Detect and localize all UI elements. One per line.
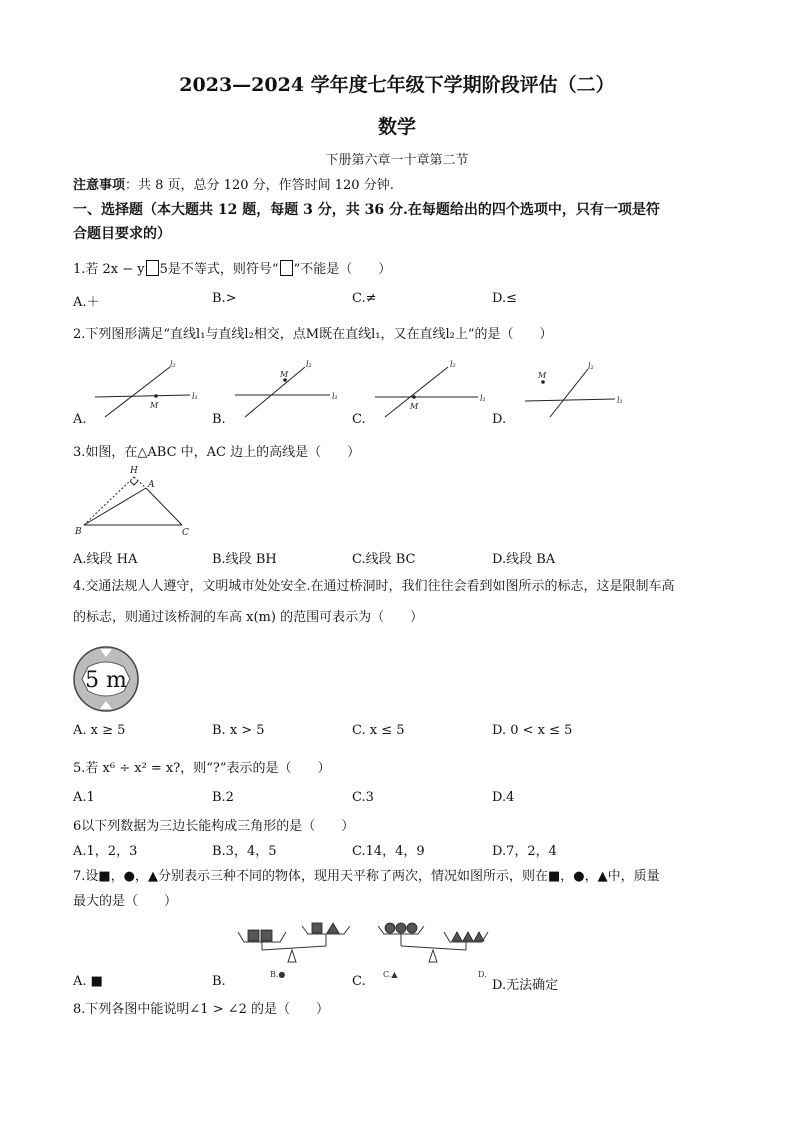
q5-option-c: C.3 — [352, 790, 374, 805]
question-1-stem — [73, 258, 391, 277]
q5-option-b: B.2 — [212, 790, 234, 805]
fig-d-label-l1: l₁ — [617, 396, 623, 405]
question-7-line2: 最大的是（ ） — [73, 894, 178, 909]
exam-title: 2023—2024 学年度七年级下学期阶段评估（二） — [179, 74, 615, 96]
circle-weight — [407, 923, 417, 933]
q2-label-a: A. — [73, 412, 87, 427]
q1-option-c: C.≠ — [352, 291, 377, 306]
fig-c-point-m — [412, 395, 416, 399]
question-4-line2: 的标志，则通过该桥洞的车高 x(m) 的范围可表示为（ ） — [73, 610, 424, 625]
fig-d-label-m: M — [538, 371, 547, 380]
question-7-line1: 7.设■，●，▲分别表示三种不同的物体，现用天平称了两次，情况如图所示，则在■，●，▲中，质量 — [73, 869, 660, 884]
q1-option-a: A.＋ — [73, 295, 100, 310]
question-2-stem: 2.下列图形满足“直线l₁与直线l₂相交，点M既在直线l₁，又在直线l₂上”的是（ ） — [73, 327, 553, 342]
q3-option-b: B.线段 BH — [212, 552, 277, 567]
balance-1-right-pan — [302, 926, 350, 934]
segment-ba — [84, 488, 146, 525]
question-5-stem: 5.若 x⁶ ÷ x² = x?，则“?”表示的是（ ） — [73, 761, 331, 776]
fig-a-label-l2: l₂ — [170, 360, 176, 369]
q6-option-d: D.7，2，4 — [492, 844, 557, 859]
circle-weight — [396, 923, 406, 933]
q6-option-a: A.1，2，3 — [73, 844, 138, 859]
q7-option-d: D.无法确定 — [492, 978, 559, 993]
fig-a-line-l1 — [95, 395, 190, 397]
q7-option-a: A. ■ — [73, 974, 103, 989]
height-limit-sign — [72, 645, 140, 713]
blank-box — [146, 260, 159, 276]
label-h: H — [130, 466, 138, 476]
q5-option-a: A.1 — [73, 790, 95, 805]
fig-b-label-m: M — [280, 370, 289, 379]
triangle-weight — [474, 932, 484, 941]
exam-subject: 数学 — [377, 116, 416, 138]
fig-a-label-m: M — [150, 401, 159, 410]
segment-ac — [146, 488, 182, 525]
fig-b-label-l2: l₂ — [306, 360, 312, 369]
square-weight — [312, 923, 322, 933]
fig-b-label-l1: l₁ — [332, 392, 338, 401]
q3-option-d: D.线段 BA — [492, 552, 556, 567]
q6-option-b: B.3，4，5 — [212, 844, 277, 859]
sign-text: 5 m — [85, 668, 127, 693]
note-label: 注意事项 — [73, 178, 126, 193]
fig-d-label-l2: l₂ — [588, 362, 594, 371]
q7-small-label-b: B.● — [270, 970, 286, 979]
balance-1-beam — [262, 946, 326, 950]
q1-stem-post: 5是不等式，则符号“ — [159, 262, 279, 277]
q3-triangle-figure — [70, 460, 200, 540]
circle-weight — [385, 923, 395, 933]
q7-small-label-c: C.▲ — [383, 970, 398, 979]
exam-notes — [73, 174, 394, 193]
q4-option-a: A. x ≥ 5 — [73, 723, 126, 738]
q7-option-b: B. — [212, 974, 226, 989]
triangle-weight — [452, 932, 462, 941]
balance-1-pivot — [288, 950, 296, 962]
fig-c-label-l1: l₁ — [480, 394, 486, 403]
balance-2-beam — [401, 946, 466, 950]
fig-d-line-l2 — [550, 369, 588, 417]
fig-a-line-l2 — [105, 367, 170, 417]
q1-option-b: B.> — [212, 291, 237, 306]
fig-a-point-m — [154, 394, 158, 398]
q3-option-c: C.线段 BC — [352, 552, 416, 567]
label-b: B — [75, 527, 82, 537]
fig-c-label-m: M — [410, 402, 419, 411]
q6-option-c: C.14，4，9 — [352, 844, 425, 859]
q2-label-b: B. — [212, 412, 226, 427]
square-weight — [248, 930, 259, 941]
question-4-line1: 4.交通法规人人遵守，文明城市处处安全.在通过桥洞时，我们往往会看到如图所示的标志，这是限制车高 — [73, 579, 675, 594]
section-1-heading-line1: 一、选择题（本大题共 12 题，每题 3 分，共 36 分.在每题给出的四个选项中，只有一项是符 — [73, 202, 660, 218]
segment-bh — [84, 477, 134, 525]
label-c: C — [182, 528, 189, 538]
q3-option-a: A.线段 HA — [73, 552, 138, 567]
question-3-stem: 3.如图，在△ABC 中，AC 边上的高线是（ ） — [73, 445, 361, 460]
triangle-weight — [327, 923, 339, 933]
fig-c-label-l2: l₂ — [450, 360, 456, 369]
question-6-stem: 6以下列数据为三边长能构成三角形的是（ ） — [73, 819, 355, 834]
fig-d-line-l1 — [525, 399, 615, 401]
q1-option-d: D.≤ — [492, 291, 517, 306]
q1-stem-post2: ”不能是（ ） — [293, 262, 392, 277]
fig-d-point-m — [541, 380, 545, 384]
blank-box — [280, 260, 293, 276]
q4-option-b: B. x > 5 — [212, 723, 265, 738]
q5-option-d: D.4 — [492, 790, 515, 805]
square-weight — [261, 930, 272, 941]
q4-option-c: C. x ≤ 5 — [352, 723, 405, 738]
label-a: A — [148, 480, 155, 490]
question-8-stem: 8.下列各图中能说明∠1 > ∠2 的是（ ） — [73, 1002, 330, 1017]
q1-stem-pre: 1.若 2x − y — [73, 262, 145, 277]
q7-option-c: C. — [352, 974, 366, 989]
exam-scope: 下册第六章一十章第二节 — [325, 153, 469, 168]
triangle-weight — [463, 932, 473, 941]
right-angle-mark — [130, 481, 138, 485]
q2-label-d: D. — [492, 412, 507, 427]
fig-a-label-l1: l₁ — [192, 392, 198, 401]
q2-label-c: C. — [352, 412, 366, 427]
balance-2-pivot — [429, 950, 437, 962]
section-1-heading-line2: 合题目要求的） — [73, 226, 171, 242]
q7-small-label-d: D. — [478, 970, 487, 979]
note-text: ：共 8 页，总分 120 分，作答时间 120 分钟. — [125, 178, 394, 193]
fig-b-line-l2 — [245, 367, 305, 417]
q4-option-d: D. 0 < x ≤ 5 — [492, 723, 573, 738]
